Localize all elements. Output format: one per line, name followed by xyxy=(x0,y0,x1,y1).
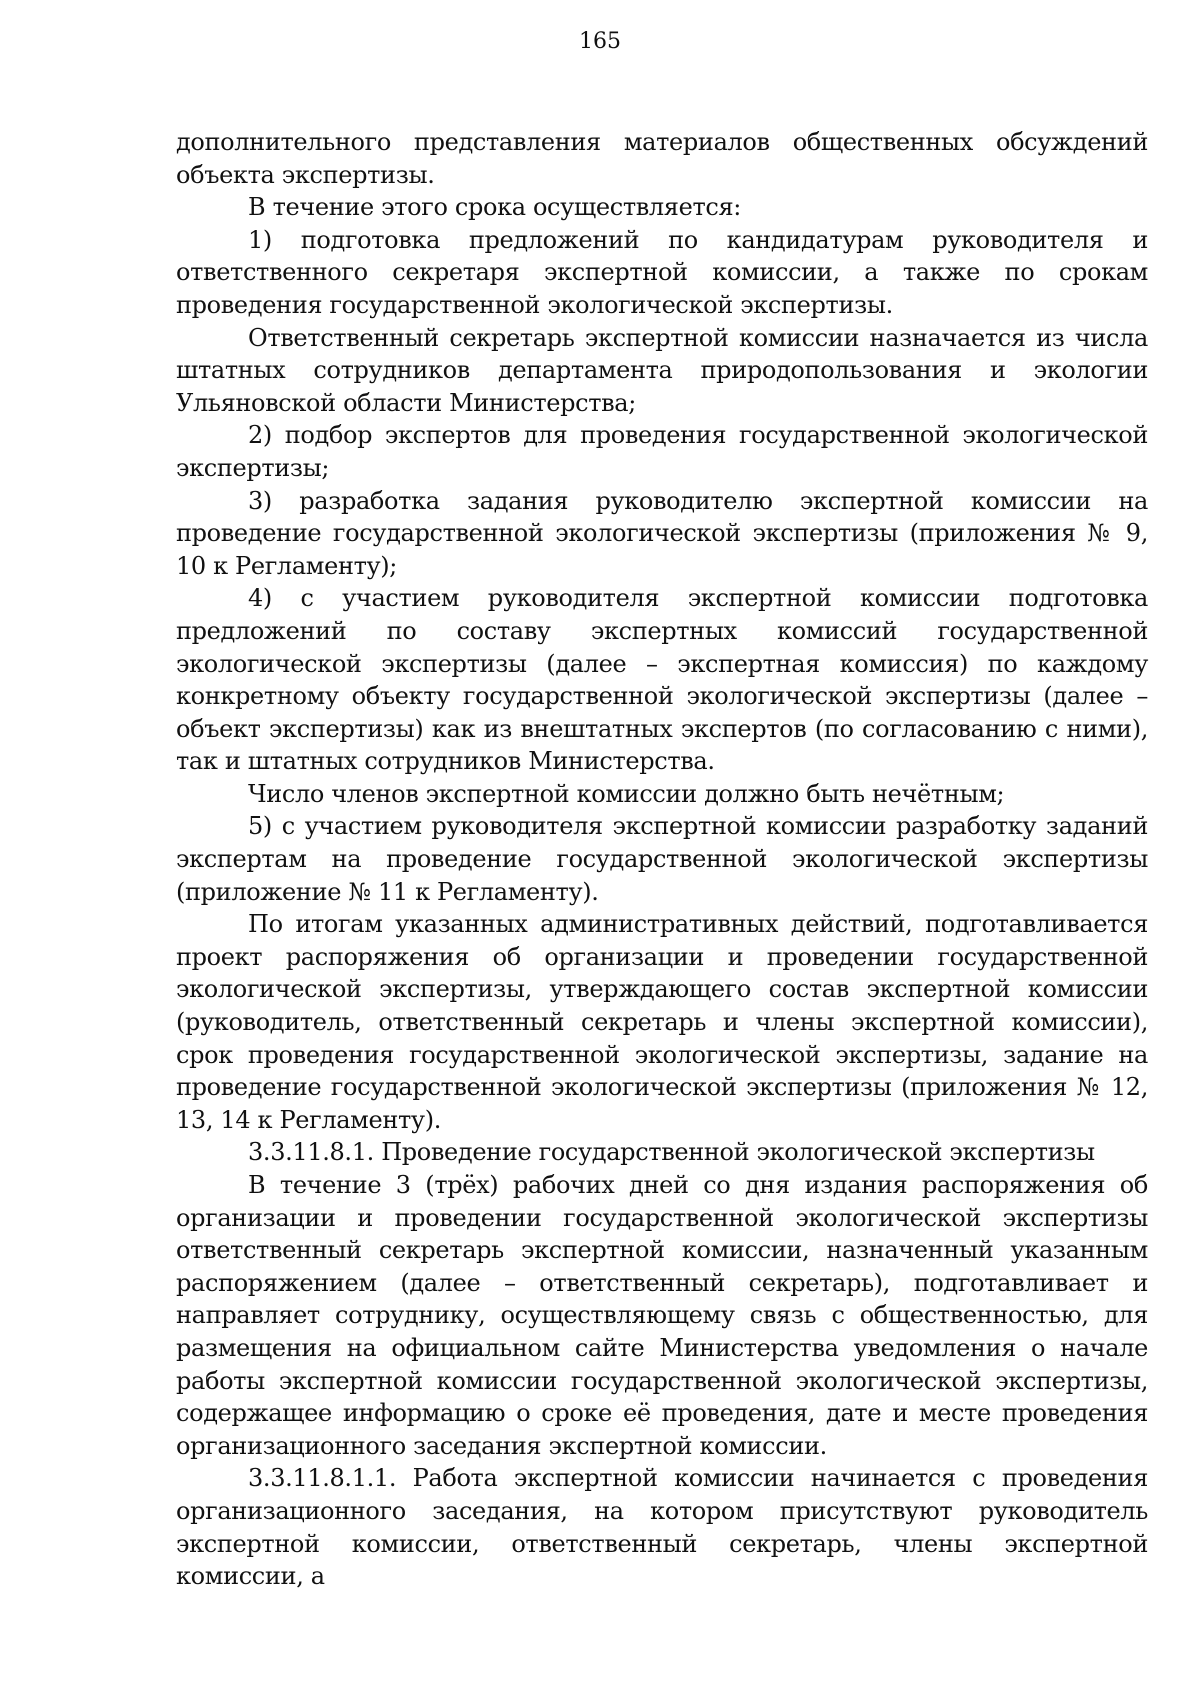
paragraph: 3.3.11.8.1.1. Работа экспертной комиссии начинается с проведения организационного заседания, на котором присутствуют руководитель экспертной комиссии, ответственный секретарь, члены экспертной комиссии, а xyxy=(176,1464,1148,1591)
paragraph: 5) с участием руководителя экспертной комиссии разработку заданий экспертам на проведение государственной экологической экспертизы (приложение № 11 к Регламенту). xyxy=(176,812,1148,906)
paragraph: 3) разработка задания руководителю экспертной комиссии на проведение государственной экологической экспертизы (приложения № 9, 10 к Регламенту); xyxy=(176,486,1148,580)
paragraph: В течение этого срока осуществляется: xyxy=(248,193,741,222)
paragraph: По итогам указанных административных действий, подготавливается проект распоряжения об организации и проведении государственной экологической экспертизы, утверждающего состав экспертной комиссии (руководитель, ответственный секретарь и члены экспертной комиссии), срок проведения государственной экологической экспертизы, задание на проведение государственной экологической экспертизы (приложения № 12, 13, 14 к Регламенту). xyxy=(176,910,1148,1134)
paragraph: 2) подбор экспертов для проведения государственной экологической экспертизы; xyxy=(176,421,1148,482)
paragraph: Ответственный секретарь экспертной комиссии назначается из числа штатных сотрудников департамента природопользования и экологии Ульяновской области Министерства; xyxy=(176,323,1148,417)
paragraph: 4) с участием руководителя экспертной комиссии подготовка предложений по составу экспертных комиссий государственной экологической экспертизы (далее – экспертная комиссия) по каждому конкретному объекту государственной экологической экспертизы (далее – объект экспертизы) как из внештатных экспертов (по согласованию с ними), так и штатных сотрудников Министерства. xyxy=(176,584,1148,776)
paragraph: В течение 3 (трёх) рабочих дней со дня издания распоряжения об организации и проведении государственной экологической экспертизы ответственный секретарь экспертной комиссии, назначенный указанным распоряжением (далее – ответственный секретарь), подготавливает и направляет сотруднику, осуществляющему связь с общественностью, для размещения на официальном сайте Министерства уведомления о начале работы экспертной комиссии государственной экологической экспертизы, содержащее информацию о сроке её проведения, дате и месте проведения организационного заседания экспертной комиссии. xyxy=(176,1171,1148,1460)
paragraph: 1) подготовка предложений по кандидатурам руководителя и ответственного секретаря экспертной комиссии, а также по срокам проведения государственной экологической экспертизы. xyxy=(176,225,1148,319)
page-number: 165 xyxy=(579,29,621,54)
section-heading: 3.3.11.8.1. Проведение государственной экологической экспертизы xyxy=(248,1138,1095,1167)
paragraph: дополнительного представления материалов общественных обсуждений объекта экспертизы. xyxy=(176,128,1148,189)
paragraph: Число членов экспертной комиссии должно быть нечётным; xyxy=(248,779,1005,808)
document-body xyxy=(176,126,1148,1593)
